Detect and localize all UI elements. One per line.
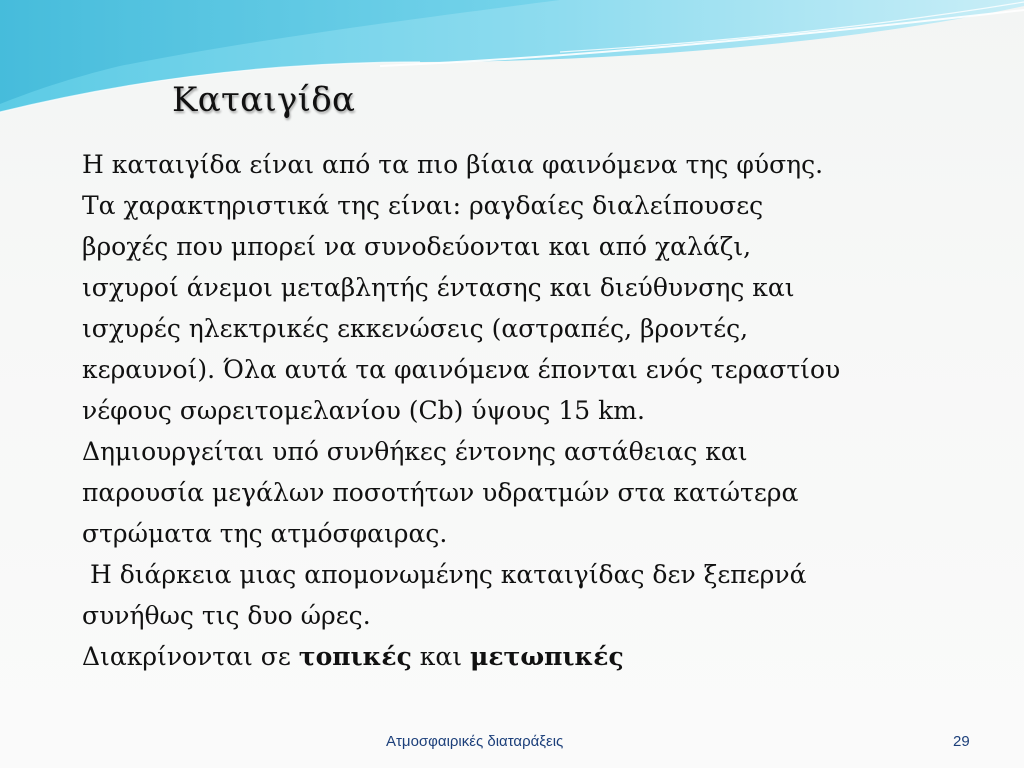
body-line: Τα χαρακτηριστικά της είναι: ραγδαίες διαλείπουσες <box>82 191 764 220</box>
body-line-types <box>82 636 962 677</box>
page-number: 29 <box>953 733 970 750</box>
slide-title: Καταιγίδα <box>172 80 356 120</box>
types-prefix: Διακρίνονται σε <box>82 642 299 671</box>
body-line: νέφους σωρειτομελανίου (Cb) ύψους 15 km. <box>82 396 645 425</box>
body-line: ισχυροί άνεμοι μεταβλητής έντασης και διεύθυνσης και <box>82 273 795 302</box>
header-wave-decoration <box>0 0 1024 130</box>
slide-body <box>82 144 962 677</box>
types-conjunction: και <box>411 642 471 671</box>
body-line: ισχυρές ηλεκτρικές εκκενώσεις (αστραπές, βροντές, <box>82 314 749 343</box>
body-line: παρουσία μεγάλων ποσοτήτων υδρατμών στα κατώτερα <box>82 478 799 507</box>
body-line: Η καταιγίδα είναι από τα πιο βίαια φαινόμενα της φύσης. <box>82 150 824 179</box>
body-line: Δημιουργείται υπό συνθήκες έντονης αστάθειας και <box>82 437 748 466</box>
types-local-bold: τοπικές <box>298 642 412 671</box>
body-line: στρώματα της ατμόσφαιρας. <box>82 519 448 548</box>
types-frontal-bold: μετωπικές <box>470 642 624 671</box>
body-line: Η διάρκεια μιας απομονωμένης καταιγίδας δεν ξεπερνά <box>82 560 807 589</box>
body-line: βροχές που μπορεί να συνοδεύονται και από χαλάζι, <box>82 232 752 261</box>
body-line: συνήθως τις δυο ώρες. <box>82 601 371 630</box>
footer-label: Ατμοσφαιρικές διαταράξεις <box>386 733 564 750</box>
body-line: κεραυνοί). Όλα αυτά τα φαινόμενα έπονται ενός τεραστίου <box>82 355 841 384</box>
